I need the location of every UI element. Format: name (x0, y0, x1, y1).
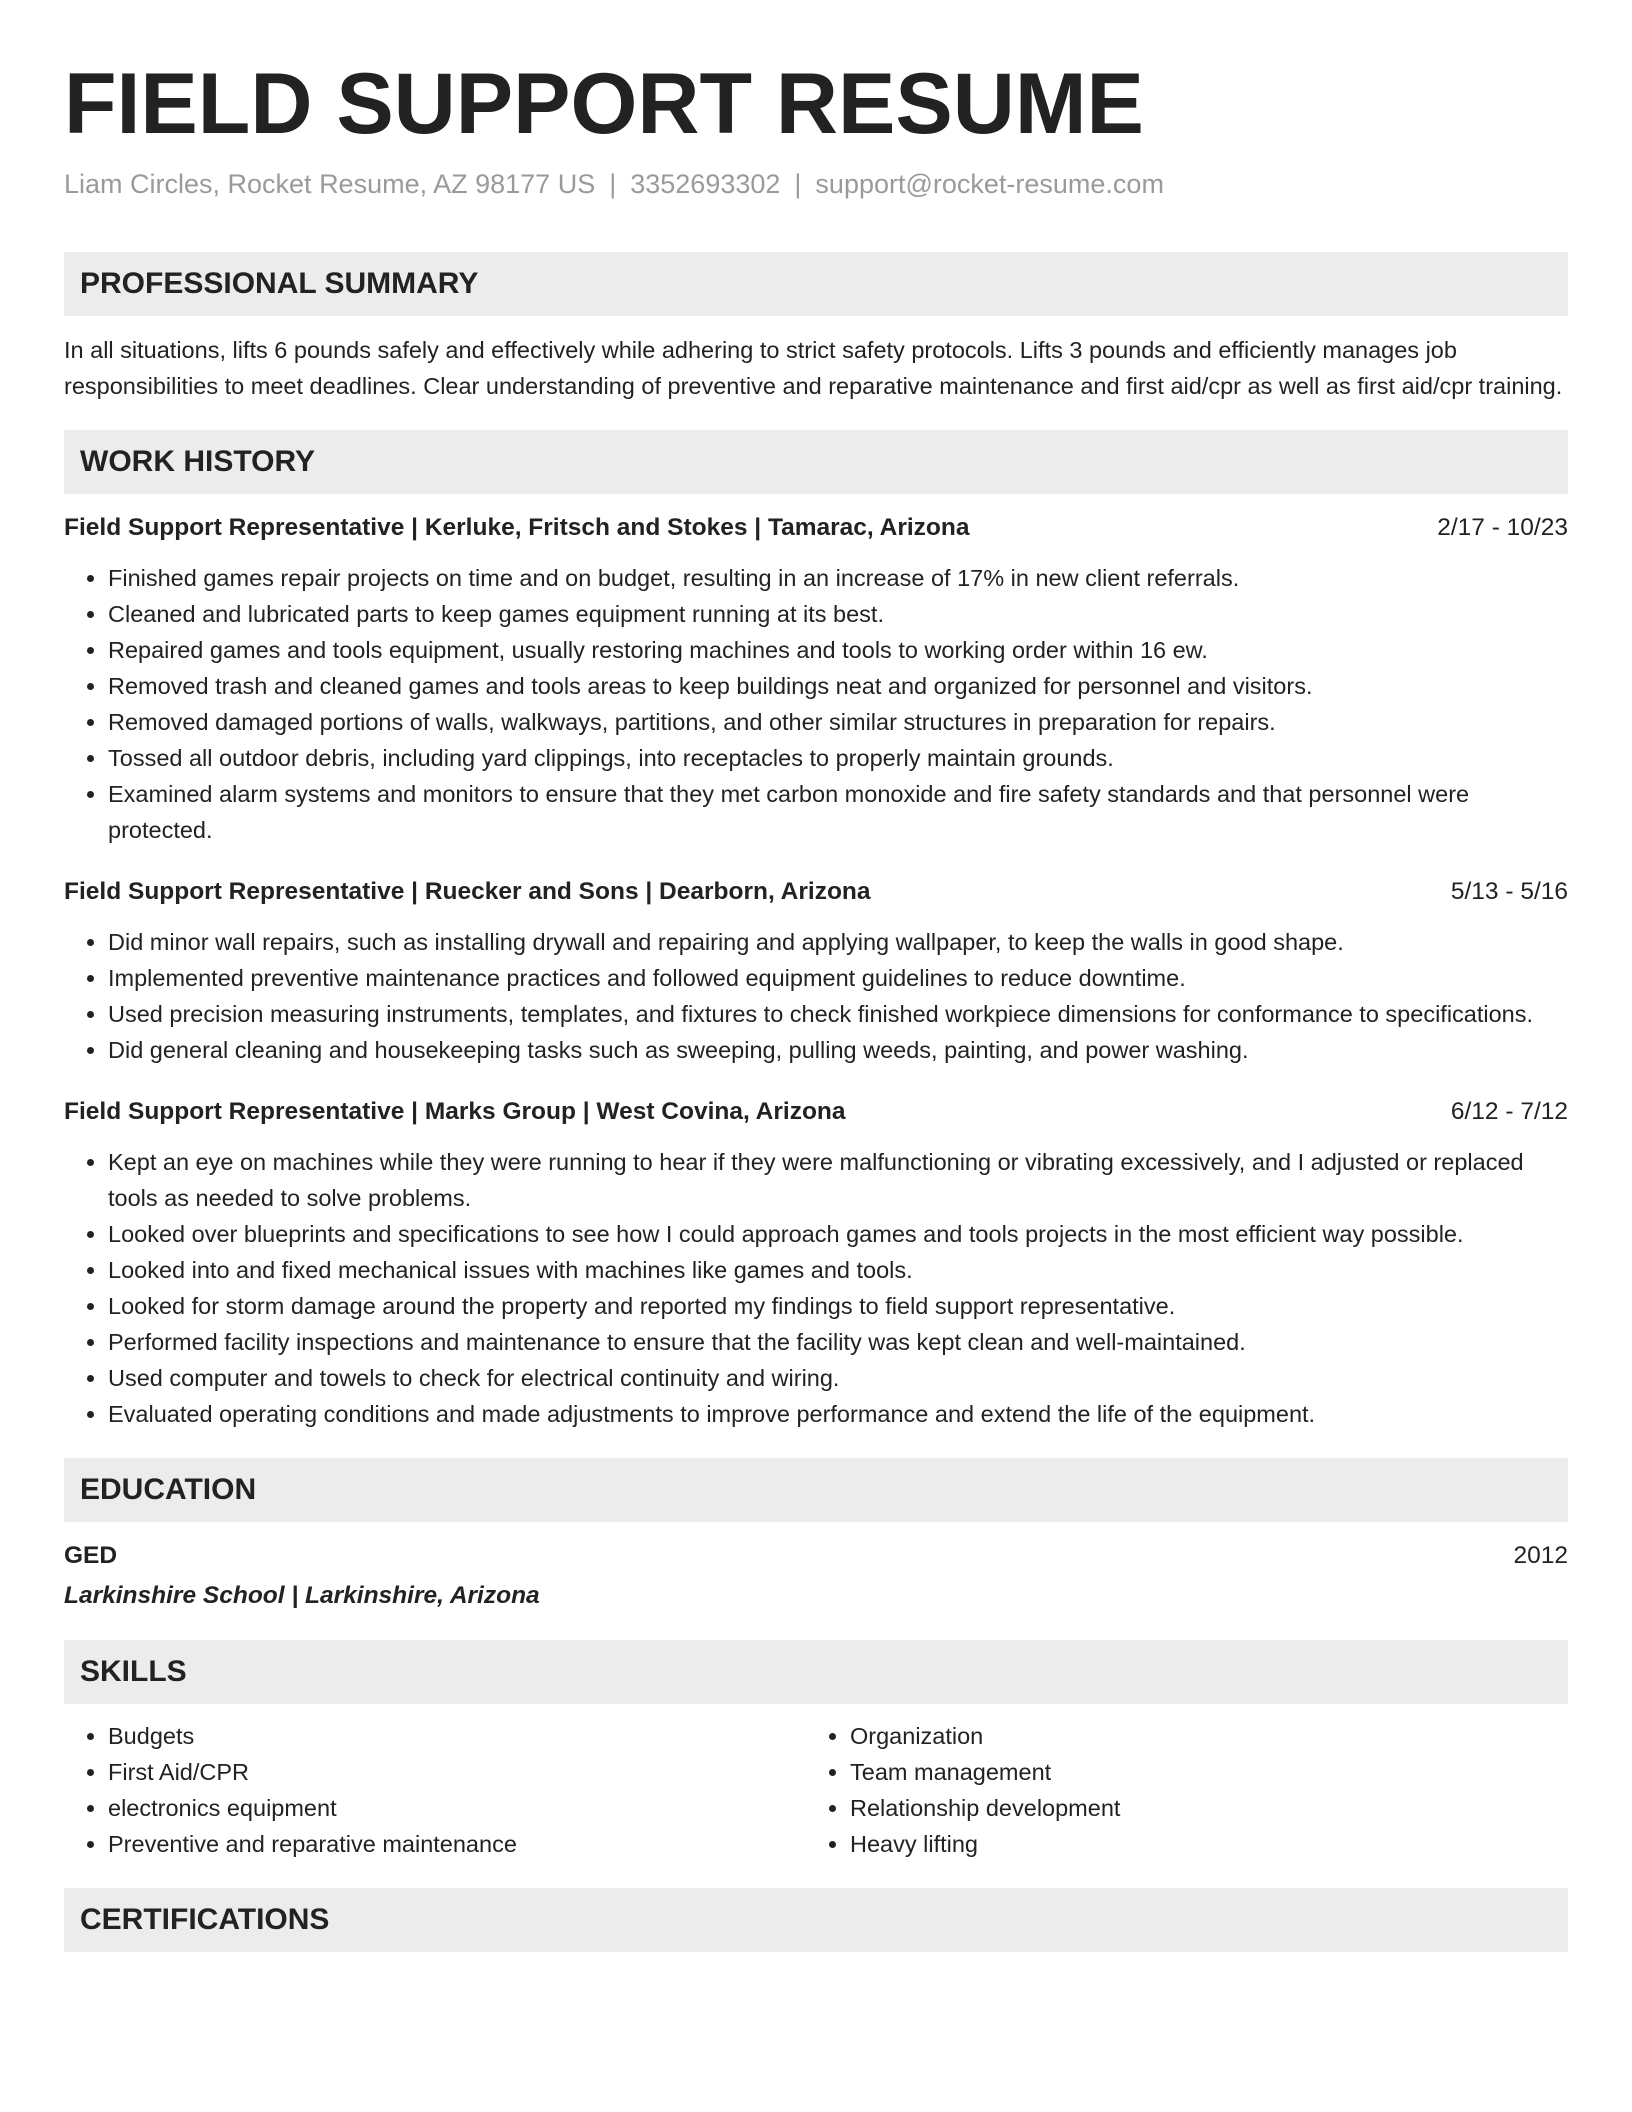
resume-title: FIELD SUPPORT RESUME (64, 56, 1144, 152)
contact-email: support@rocket-resume.com (815, 169, 1164, 199)
job-dates: 5/13 - 5/16 (1450, 878, 1568, 905)
skill-item: • Relationship development (850, 1790, 1548, 1826)
job-bullet: • Used computer and towels to check for electrical continuity and wiring. (108, 1360, 1568, 1396)
job-entry (64, 510, 1568, 848)
job-bullets (64, 924, 1568, 1068)
job-bullet: • Looked for storm damage around the property and reported my findings to field support representative. (108, 1288, 1568, 1324)
job-header (64, 510, 1568, 546)
job-header (64, 874, 1568, 910)
skill-item: • Budgets (108, 1718, 806, 1754)
job-bullet: • Cleaned and lubricated parts to keep games equipment running at its best. (108, 596, 1568, 632)
job-bullet: • Did general cleaning and housekeeping tasks such as sweeping, pulling weeds, painting, and power washing. (108, 1032, 1568, 1068)
job-bullet: • Removed damaged portions of walls, walkways, partitions, and other similar structures in preparation for repairs. (108, 704, 1568, 740)
education-degree: GED (64, 1542, 118, 1569)
job-entry (64, 1094, 1568, 1432)
contact-separator: | (794, 169, 802, 199)
contact-separator: | (609, 169, 617, 199)
skills-column-right (806, 1718, 1548, 1862)
job-bullet: • Evaluated operating conditions and made adjustments to improve performance and extend the life of the equipment. (108, 1396, 1568, 1432)
job-bullets (64, 1144, 1568, 1432)
education-year: 2012 (1513, 1542, 1568, 1569)
skills-column-left (64, 1718, 806, 1862)
skill-item: • First Aid/CPR (108, 1754, 806, 1790)
job-dates: 6/12 - 7/12 (1450, 1098, 1568, 1125)
section-header-education: EDUCATION (64, 1458, 1568, 1522)
job-bullet: • Looked over blueprints and specifications to see how I could approach games and tools projects in the most efficient way possible. (108, 1216, 1568, 1252)
skill-item: • Team management (850, 1754, 1548, 1790)
skills-grid (64, 1718, 1568, 1862)
job-header (64, 1094, 1568, 1130)
job-bullet: • Kept an eye on machines while they were running to hear if they were malfunctioning or vibrating excessively, and I adjusted or replaced tools as needed to solve problems. (108, 1144, 1568, 1216)
contact-phone: 3352693302 (630, 169, 781, 199)
summary-text: In all situations, lifts 6 pounds safely and effectively while adhering to strict safety protocols. Lifts 3 pounds and efficiently manages job responsibilities to meet deadlines. Clear understanding of preventive and reparative maintenance and first aid/cpr as well as first aid/cpr training. (64, 337, 1563, 399)
contact-line (64, 168, 1568, 200)
job-bullet: • Repaired games and tools equipment, usually restoring machines and tools to working order within 16 ew. (108, 632, 1568, 668)
job-bullet: • Finished games repair projects on time and on budget, resulting in an increase of 17% in new client referrals. (108, 560, 1568, 596)
job-bullet: • Performed facility inspections and maintenance to ensure that the facility was kept clean and well-maintained. (108, 1324, 1568, 1360)
job-bullet: • Examined alarm systems and monitors to ensure that they met carbon monoxide and fire safety standards and that personnel were protected. (108, 776, 1568, 848)
skill-item: • Organization (850, 1718, 1548, 1754)
education-header (64, 1538, 1568, 1574)
job-dates: 2/17 - 10/23 (1437, 514, 1568, 541)
job-title: Field Support Representative | Kerluke, Fritsch and Stokes | Tamarac, Arizona (64, 514, 970, 541)
section-header-summary: PROFESSIONAL SUMMARY (64, 252, 1568, 316)
skill-item: • electronics equipment (108, 1790, 806, 1826)
job-bullet: • Looked into and fixed mechanical issues with machines like games and tools. (108, 1252, 1568, 1288)
job-bullet: • Did minor wall repairs, such as installing drywall and repairing and applying wallpaper, to keep the walls in good shape. (108, 924, 1568, 960)
job-bullets (64, 560, 1568, 848)
section-header-work-history: WORK HISTORY (64, 430, 1568, 494)
resume-page (64, 0, 1568, 1952)
contact-address: Liam Circles, Rocket Resume, AZ 98177 US (64, 169, 596, 199)
job-bullet: • Tossed all outdoor debris, including yard clippings, into receptacles to properly maintain grounds. (108, 740, 1568, 776)
job-title: Field Support Representative | Ruecker and Sons | Dearborn, Arizona (64, 878, 871, 905)
job-bullet: • Removed trash and cleaned games and tools areas to keep buildings neat and organized for personnel and visitors. (108, 668, 1568, 704)
job-title: Field Support Representative | Marks Group | West Covina, Arizona (64, 1098, 846, 1125)
skill-item: • Heavy lifting (850, 1826, 1548, 1862)
job-bullet: • Implemented preventive maintenance practices and followed equipment guidelines to reduce downtime. (108, 960, 1568, 996)
education-school: Larkinshire School | Larkinshire, Arizona (64, 1582, 540, 1609)
job-entry (64, 874, 1568, 1068)
skill-item: • Preventive and reparative maintenance (108, 1826, 806, 1862)
job-bullet: • Used precision measuring instruments, templates, and fixtures to check finished workpiece dimensions for conformance to specifications. (108, 996, 1568, 1032)
section-header-skills: SKILLS (64, 1640, 1568, 1704)
section-header-certifications: CERTIFICATIONS (64, 1888, 1568, 1952)
